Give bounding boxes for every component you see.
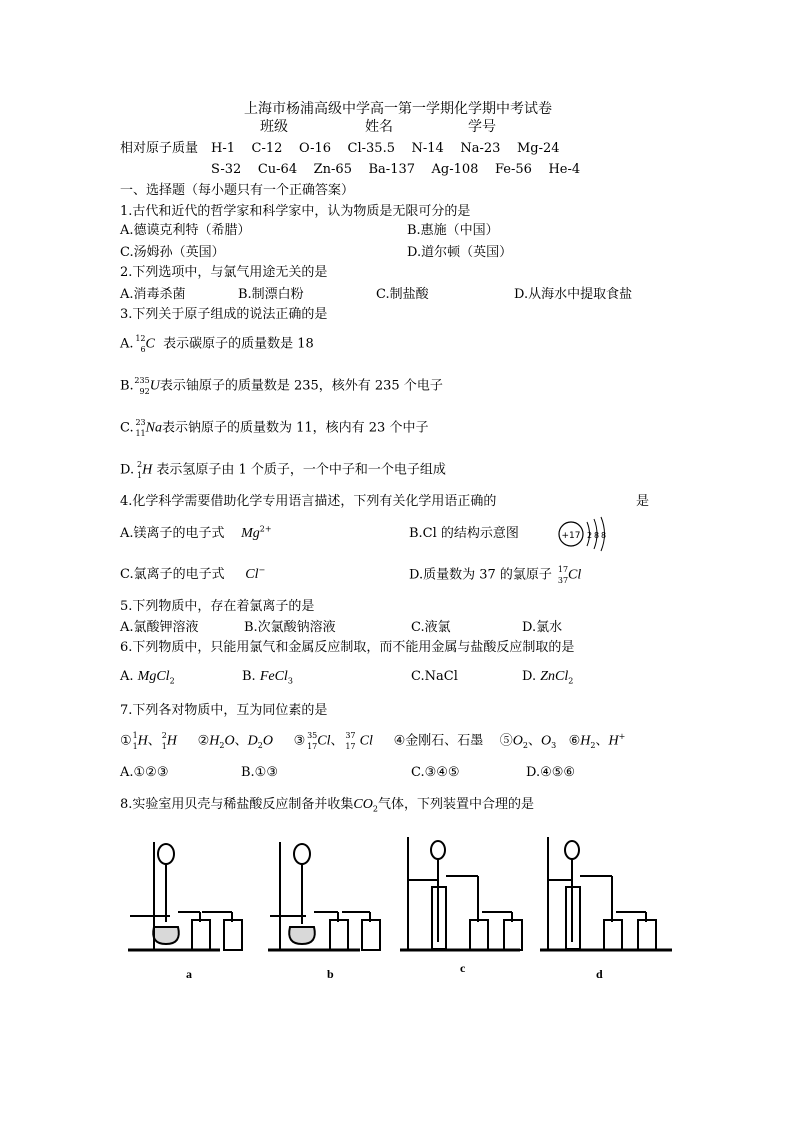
chlorine-atom-structure-diagram bbox=[556, 514, 616, 554]
apparatus-label-d: d bbox=[596, 967, 603, 981]
q6-option-a: A. MgCl$_2$ bbox=[120, 669, 175, 686]
atomic-mass-label: 相对原子质量 bbox=[120, 141, 199, 156]
q5-option-c: C.液氯 bbox=[411, 620, 451, 635]
q2-option-c: C.制盐酸 bbox=[376, 287, 429, 302]
q1-option-a: A.德谟克利特（希腊） bbox=[120, 223, 251, 238]
q3-option-c: C. 23 11 Na表示钠原子的质量数为 11，核内有 23 个中子 bbox=[120, 418, 429, 438]
q5-stem: 5.下列物质中，存在着氯离子的是 bbox=[120, 599, 315, 614]
q2-option-b: B.制漂白粉 bbox=[238, 287, 304, 302]
class-label: 班级 bbox=[260, 119, 288, 135]
q1-stem: 1.古代和近代的哲学家和科学家中，认为物质是无限可分的是 bbox=[120, 204, 471, 219]
shell-count-1: 2 bbox=[587, 531, 593, 540]
name-label: 姓名 bbox=[365, 119, 393, 135]
apparatus-b bbox=[268, 842, 380, 950]
apparatus-c bbox=[400, 837, 522, 950]
q3-option-b: B. 235 92 U表示铀原子的质量数是 235，核外有 235 个电子 bbox=[120, 376, 443, 396]
q7-option-c: C.③④⑤ bbox=[411, 765, 460, 780]
q4-option-c: C.氯离子的电子式 Cl− bbox=[120, 565, 266, 582]
q4-option-b: B.Cl 的结构示意图 bbox=[409, 526, 519, 541]
q4-stem-end: 是 bbox=[636, 494, 650, 509]
page-title: 上海市杨浦高级中学高一第一学期化学期中考试卷 bbox=[244, 101, 552, 117]
q1-option-b: B.惠施（中国） bbox=[407, 223, 499, 238]
q2-stem: 2.下列选项中，与氯气用途无关的是 bbox=[120, 265, 328, 280]
q3-stem: 3.下列关于原子组成的说法正确的是 bbox=[120, 307, 328, 322]
q2-option-d: D.从海水中提取食盐 bbox=[514, 287, 633, 302]
section-heading: 一、选择题（每小题只有一个正确答案） bbox=[120, 183, 355, 198]
student-id-label: 学号 bbox=[468, 119, 496, 135]
q3-option-d: D. 2 1 H 表示氢原子由 1 个质子，一个中子和一个电子组成 bbox=[120, 460, 446, 480]
atomic-masses-line-2: S-32 Cu-64 Zn-65 Ba-137 Ag-108 Fe-56 He-4 bbox=[211, 162, 581, 177]
q6-option-d: D. ZnCl$_2$ bbox=[522, 669, 574, 686]
q1-option-d: D.道尔顿（英国） bbox=[407, 245, 513, 260]
q7-option-a: A.①②③ bbox=[120, 765, 169, 780]
svg-text:+17: +17 bbox=[561, 531, 581, 541]
q6-stem: 6.下列物质中，只能用氯气和金属反应制取，而不能用金属与盐酸反应制取的是 bbox=[120, 640, 575, 655]
q2-option-a: A.消毒杀菌 bbox=[120, 287, 186, 302]
q5-option-a: A.氯酸钾溶液 bbox=[120, 620, 199, 635]
q7-items: ① 1 1 H、 2 1 H $②H_2O$、$D_2O$ ③ 35 17 Cl、 37 17 Cl ④金刚石、石墨 $⑤O_2$、$O_3$ $⑥H_2$、H+ bbox=[120, 731, 626, 751]
q8-stem: 8.实验室用贝壳与稀盐酸反应制备并收集$CO_2$气体，下列装置中合理的是 bbox=[120, 797, 534, 814]
q5-option-b: B.次氯酸钠溶液 bbox=[244, 620, 336, 635]
q7-stem: 7.下列各对物质中，互为同位素的是 bbox=[120, 703, 328, 718]
q6-option-b: B. FeCl$_3$ bbox=[242, 669, 293, 686]
q4-stem: 4.化学科学需要借助化学专用语言描述，下列有关化学用语正确的 bbox=[120, 494, 497, 509]
atomic-masses-line-1: H-1 C-12 O-16 Cl-35.5 N-14 Na-23 Mg-24 bbox=[211, 141, 560, 156]
apparatus-label-c: c bbox=[460, 961, 466, 975]
q8-apparatus-figure bbox=[120, 832, 676, 982]
apparatus-a bbox=[128, 842, 242, 950]
shell-count-2: 8 bbox=[594, 531, 600, 540]
apparatus-d bbox=[540, 837, 672, 950]
q7-option-b: B.①③ bbox=[241, 765, 278, 780]
q5-option-d: D.氯水 bbox=[522, 620, 563, 635]
apparatus-label-a: a bbox=[186, 967, 192, 981]
q3-option-a: A. 12 6 C 表示碳原子的质量数是 18 bbox=[120, 334, 314, 354]
apparatus-label-b: b bbox=[327, 967, 334, 981]
q6-option-c: C.NaCl bbox=[411, 669, 458, 684]
q1-option-c: C.汤姆孙（英国） bbox=[120, 245, 225, 260]
shell-count-3: 8 bbox=[601, 531, 607, 540]
q7-option-d: D.④⑤⑥ bbox=[526, 765, 576, 780]
q4-option-a: A.镁离子的电子式 $Mg^{2+}$ bbox=[120, 524, 272, 541]
q4-option-d: D.质量数为 37 的氯原子 17 37 Cl bbox=[409, 565, 582, 585]
